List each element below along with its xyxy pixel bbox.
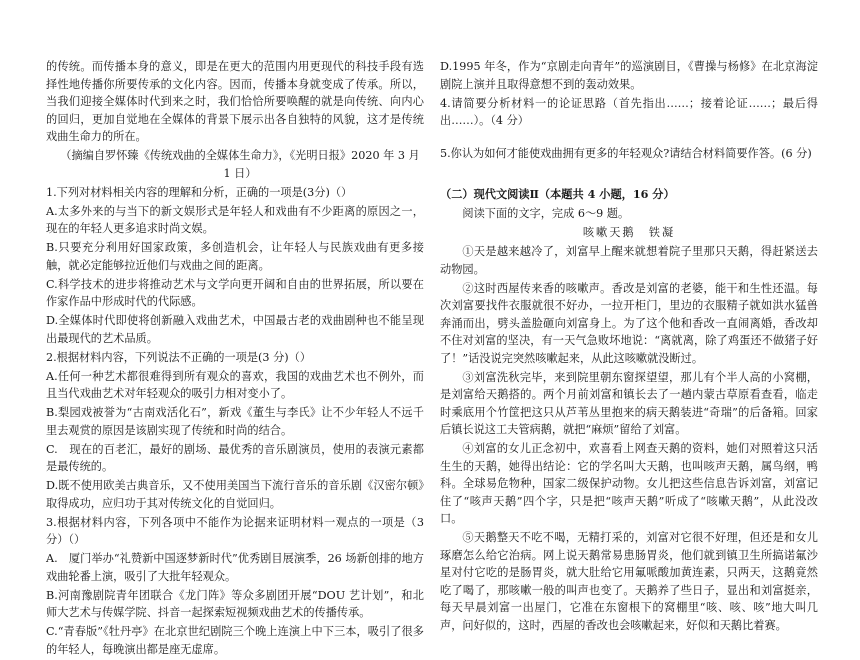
source-citation: （摘编自罗怀臻《传统戏曲的全媒体生命力》，《光明日报》2020 年 3 月 1 日） [60,149,420,180]
left-column [46,58,424,660]
q2-option-b: B.梨园戏被誉为“古南戏活化石”，新戏《董生与李氏》让不少年轻人不远千里去观赏的原因是该剧实现了传统和时尚的结合。 [46,406,424,437]
story-paragraph-3: ③刘富洗秋完毕，来到院里朝东窗探望望，那儿有个半人高的小窝棚，是刘富给天鹅搭的。两个月前刘富和镇长去了一趟内蒙古草原看查看，临走时乘底用个竹筐把这只从芦苇丛里抱来的病天鹅装进“奇瑞”的后备箱。回家后镇长说这工夫管病鹅，就把“麻烦”留给了刘富。 [440,370,818,436]
story-paragraph-1: ①天是越来越冷了，刘富早上醒来就想着院子里那只天鹅，得赶紧送去动物园。 [440,245,818,276]
intro-paragraph: 的传统。而传播本身的意义，即是在更大的范围内用更现代的科技手段有选择性地传播你所要传承的文化内容。因而，传播本身就变成了传承。所以，当我们迎接全媒体时代到来之时，我们恰恰所要唤醒的就是向传统、向内心的回归，更加自觉地在全媒体的背景下展示出各自独特的风貌，这才是传统戏曲生命力的所在。 [46,60,424,143]
question-1: 1.下列对材料相关内容的理解和分析，正确的一项是(3分)（） [46,185,353,199]
q1-option-a: A.太多外来的与当下的新文娱形式是年轻人和戏曲有不少距离的原因之一，现在的年轻人更多追求时尚文娱。 [46,204,424,235]
section-heading: （二）现代文阅读Ⅱ（本题共 4 小题，16 分） [440,187,675,201]
q2-option-c: C. 现在的百老汇，最好的剧场、最优秀的音乐剧演员，使用的表演元素都是最传统的。 [46,442,424,473]
q3-option-d: D.1995 年冬，作为“京剧走向青年”的巡演剧目，《曹操与杨修》在北京海淀剧院上演并且取得意想不到的轰动效果。 [440,60,818,91]
question-5: 5.你认为如何才能使戏曲拥有更多的年轻观众?请结合材料简要作答。(6 分) [440,147,812,160]
answer-space [440,164,818,178]
question-4: 4.请简要分析材料一的论证思路（首先指出……；接着论证……；最后得出……）。（4 分） [440,96,818,127]
q1-option-c: C.科学技术的进步将推动艺术与文学向更开阔和自由的世界拓展，所以要在作家作品中形成时代的代际感。 [46,277,424,308]
story-paragraph-5: ⑤天鹅整天不吃不喝，无精打采的，刘富对它很不好理，但还是和女儿琢磨怎么给它治病。网上说天鹅常易患肠胃炎，他们就到镇卫生所搞诺氟沙星对付它吃的是肠胃炎，就大肚给它用氟哌酸加黄连素，只两天，这鹅竟然吃了喝了，那咳嗽一般的叫声也变了。天鹅养了些日子，显出和刘富挺亲，每天早晨刘富一出屋门，它准在东窗根下的窝棚里“咳、咳、咳”地大叫几声，问好似的，这时，西屋的香改也会咳嗽起来，好似和天鹅比着赛。 [440,531,818,632]
right-column [440,58,818,636]
q3-option-a: A. 厦门举办“礼赞新中国逐梦新时代”优秀剧目展演季，26 场新创排的地方戏曲轮番上演，吸引了大批年轻观众。 [46,552,424,583]
reading-instruction: 阅读下面的文字，完成 6～9 题。 [462,207,630,220]
q2-option-a: A.任何一种艺术都很难得到所有观众的喜欢，我国的戏曲艺术也不例外，而且当代戏曲艺术对年轻观众的吸引力相对变小了。 [46,369,424,400]
q1-option-b: B.只要充分利用好国家政策，多创造机会，让年轻人与民族戏曲有更多接触，就必定能够拉近他们与戏曲之间的距离。 [46,241,424,272]
question-3: 3.根据材料内容，下列各项中不能作为论据来证明材料一观点的一项是（3 分）（） [46,515,424,546]
q1-option-d: D.全媒体时代即使将创新融入戏曲艺术，中国最古老的戏曲剧种也不能呈现出最现代的艺术品质。 [46,314,424,345]
story-paragraph-2: ②这时西屋传来香的咳嗽声。香改是刘富的老婆，能干和生性还温。每次刘富要找件衣服就很不好办，一拉开柜门，里边的衣服精子就如洪水猛兽奔涌而出，劈头盖脸砸向刘富身上。为了这个他和香改一直闹离婚，香改却不住对刘富的坚决，有一天气急败坏地说：“离就离，除了鸡蛋还不做猪子好了！”话没说完突然咳嗽起来，从此这咳嗽就没断过。 [440,281,818,365]
q3-option-c: C.“青春版”《牡丹亭》在北京世纪剧院三个晚上连演上中下三本，吸引了很多的年轻人，每晚演出都是座无虚席。 [46,625,424,656]
story-paragraph-4: ④刘富的女儿正念初中，欢喜看上网查天鹅的资料，她们对照着这只活生生的天鹅，她得出结论：它的学名叫大天鹅，也叫咳声天鹅，属鸟纲，鸭科。全球易危物种，国家二级保护动物。女儿把这些信息告诉刘富，刘富记住了“咳声天鹅”四个字，只是把“咳声天鹅”听成了“咳嗽天鹅”，从此没改口。 [440,442,818,525]
answer-space [440,131,818,145]
q3-option-b: B.河南豫剧院青年团联合《龙门阵》等众多剧团开展“DOU 艺计划”，和北师大艺术与传媒学院、抖音一起探索短视频戏曲艺术的传播传承。 [46,588,424,619]
story-title: 咳嗽天鹅 铁凝 [582,226,676,239]
question-2: 2.根据材料内容，下列说法不正确的一项是(3 分)（） [46,350,312,364]
q2-option-d: D.既不使用欧美古典音乐，又不使用美国当下流行音乐的音乐剧《汉密尔顿》取得成功，应归功于其对传统文化的自觉回归。 [46,479,424,510]
